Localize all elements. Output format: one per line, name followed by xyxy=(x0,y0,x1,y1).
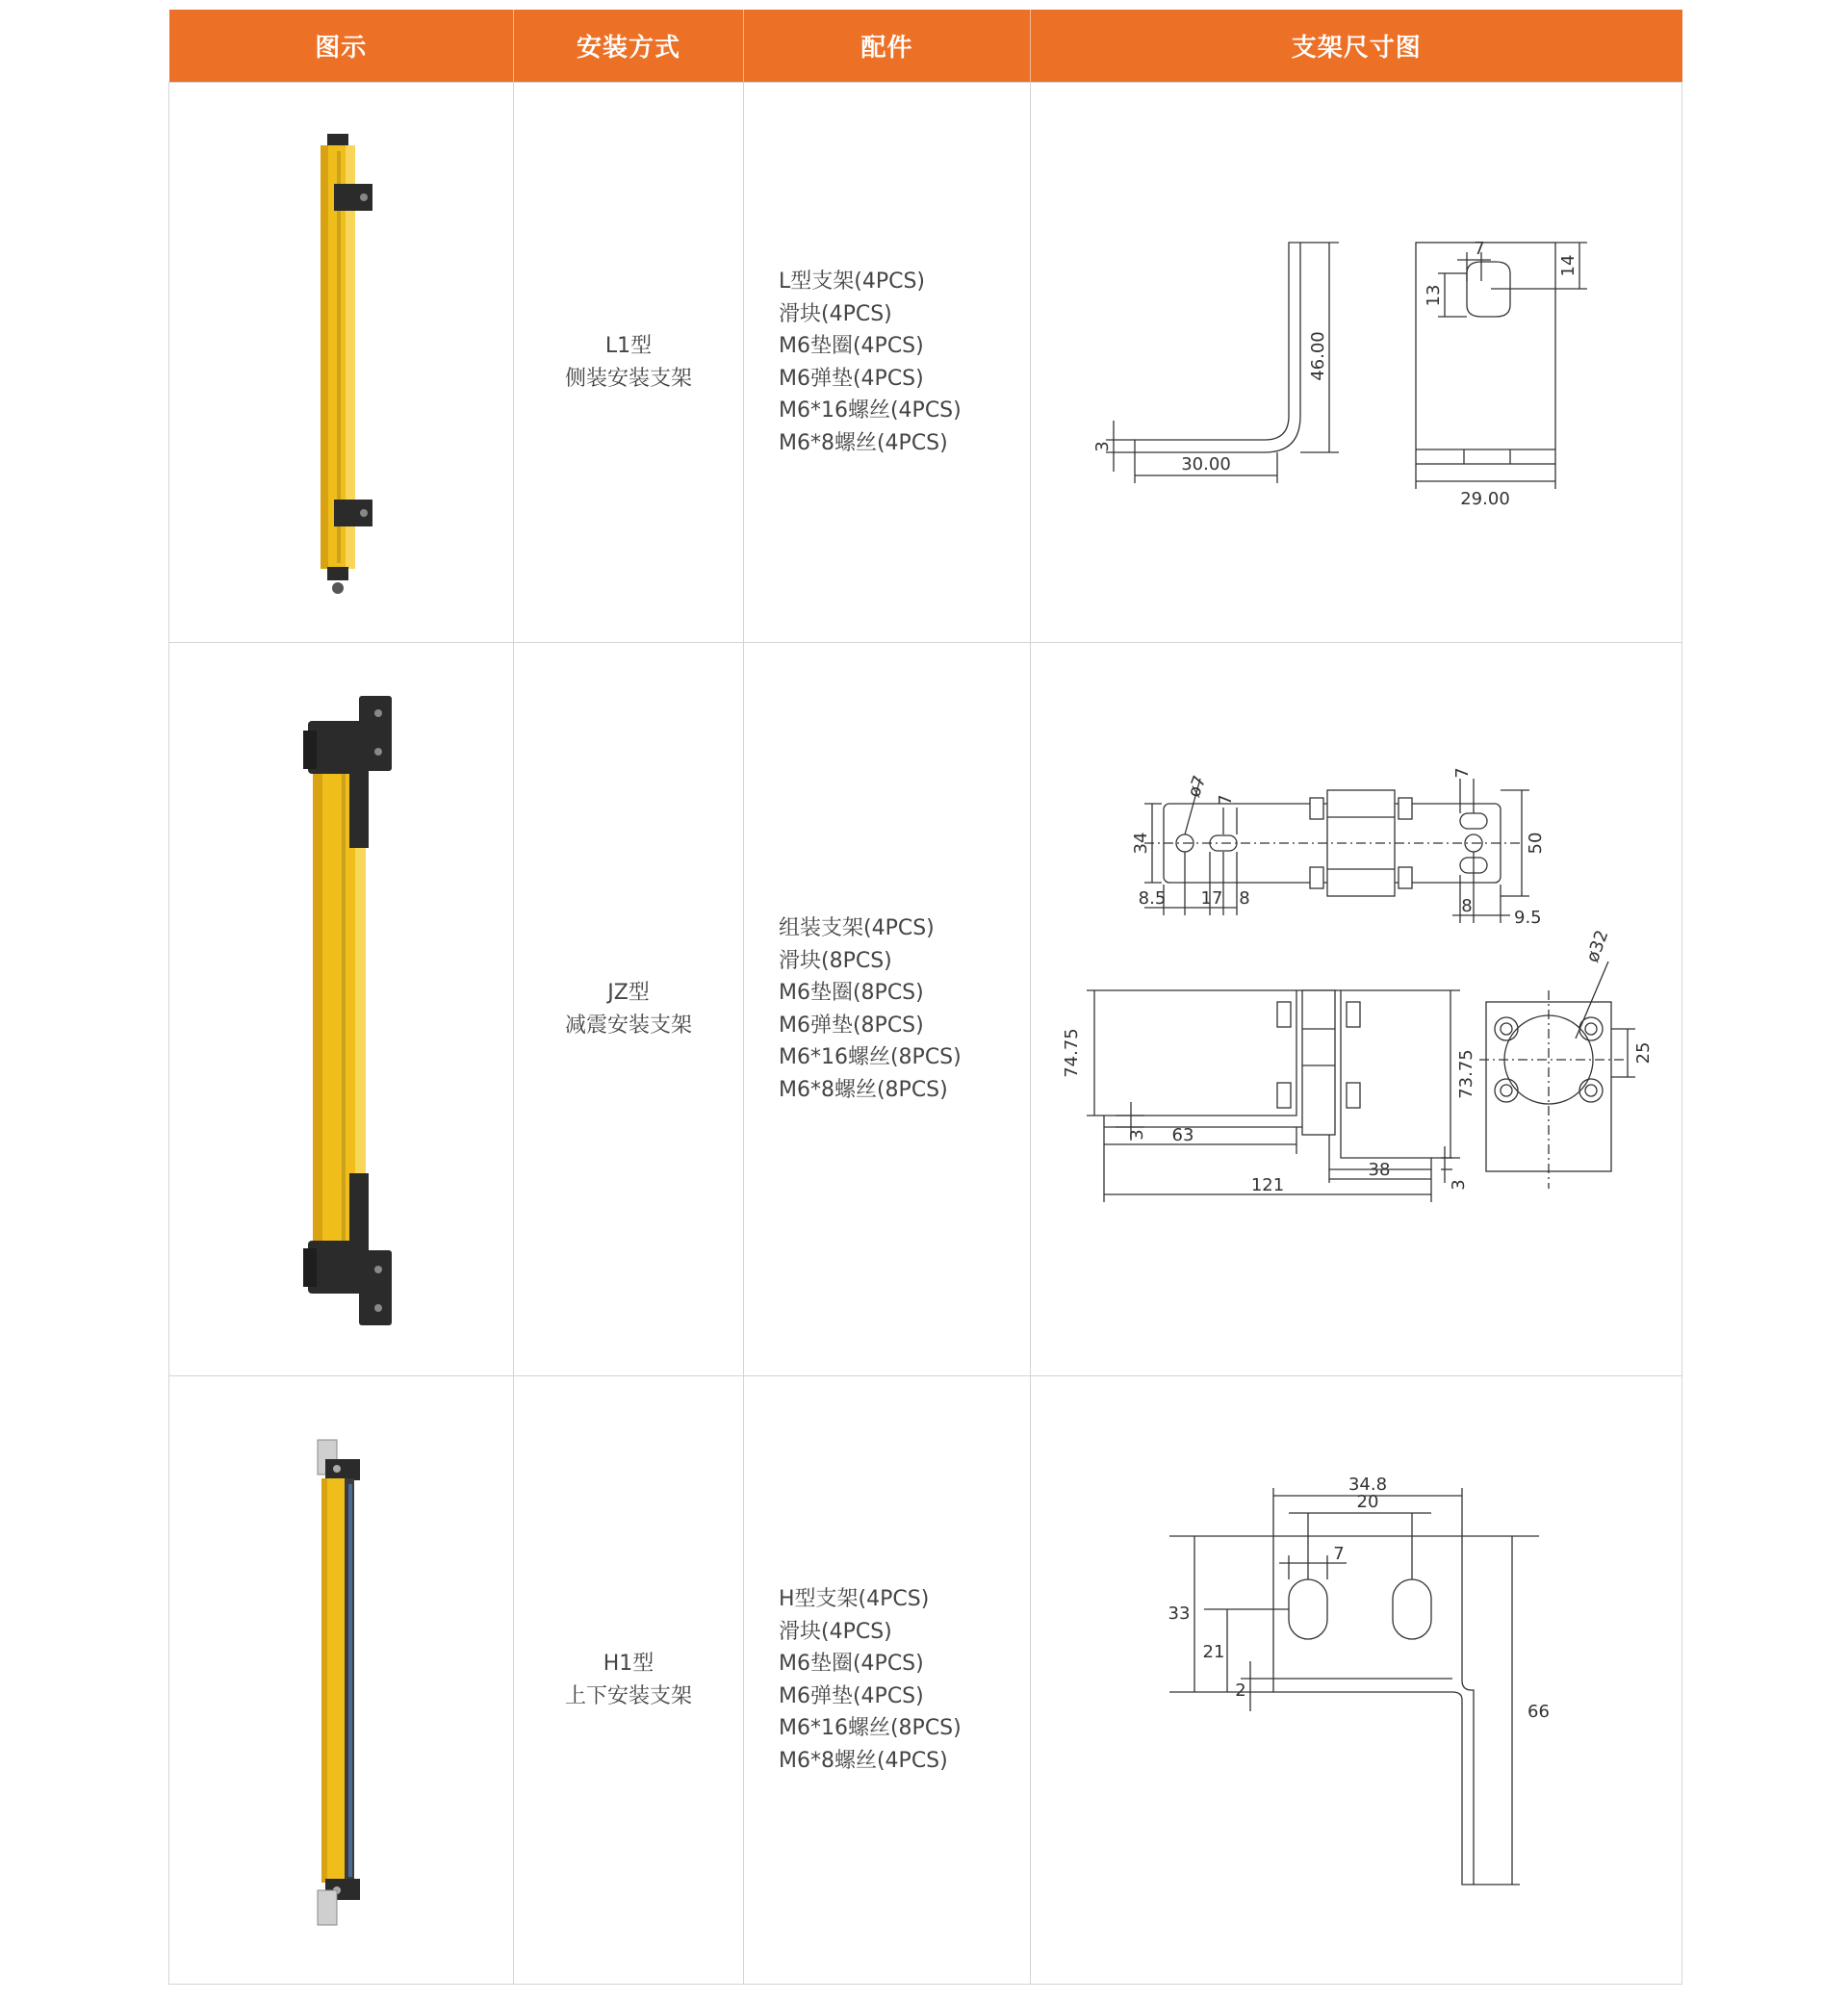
dim-d8b: 8 xyxy=(1461,895,1473,916)
header-parts: 配件 xyxy=(744,10,1031,83)
h1-bracket-drawing xyxy=(1144,1449,1568,1911)
table-row-jz xyxy=(169,643,1682,1376)
parts-item: M6*16螺丝(4PCS) xyxy=(779,398,962,423)
dim-h21: 21 xyxy=(1202,1641,1225,1662)
table-header-row xyxy=(169,10,1682,83)
table-row-l1 xyxy=(169,83,1682,643)
mount-type: JZ型 xyxy=(607,980,650,1005)
dim-d38: 38 xyxy=(1368,1159,1391,1180)
dim-h33: 33 xyxy=(1168,1603,1191,1624)
dim-height: 46.00 xyxy=(1308,330,1328,381)
dim-dia32: ø32 xyxy=(1582,927,1613,965)
parts-item: M6垫圈(4PCS) xyxy=(779,1652,924,1676)
header-image: 图示 xyxy=(169,10,514,83)
dim-w20: 20 xyxy=(1356,1491,1379,1512)
dimension-drawing-cell xyxy=(1031,1376,1682,1985)
parts-item: M6*8螺丝(4PCS) xyxy=(779,1748,948,1773)
mount-type: L1型 xyxy=(604,333,653,358)
parts-list xyxy=(779,266,1030,459)
parts-item: 组装支架(4PCS) xyxy=(779,916,935,940)
dim-h66: 66 xyxy=(1527,1701,1550,1722)
dim-d85: 8.5 xyxy=(1138,887,1167,909)
dimension-drawing-cell xyxy=(1031,643,1682,1376)
mount-type-cell xyxy=(514,1376,744,1985)
parts-cell xyxy=(744,1376,1031,1985)
parts-item: 滑块(4PCS) xyxy=(779,1619,892,1644)
parts-item: 滑块(4PCS) xyxy=(779,301,892,326)
dim-w348: 34.8 xyxy=(1348,1474,1388,1495)
parts-item: H型支架(4PCS) xyxy=(779,1587,930,1611)
mount-type-cell xyxy=(514,83,744,643)
l1-bracket-drawing xyxy=(1087,204,1626,522)
light-curtain-l1-image xyxy=(284,122,399,603)
header-dimension-drawing: 支架尺寸图 xyxy=(1031,10,1682,83)
dim-slot-height: 13 xyxy=(1424,284,1444,306)
dim-d17: 17 xyxy=(1200,887,1223,909)
parts-item: 滑块(8PCS) xyxy=(779,948,892,973)
parts-item: M6垫圈(8PCS) xyxy=(779,981,924,1005)
header-mount-type: 安装方式 xyxy=(514,10,744,83)
dim-h50: 50 xyxy=(1526,832,1546,854)
dim-t3b: 3 xyxy=(1449,1178,1469,1191)
light-curtain-h1-image xyxy=(298,1430,385,1931)
parts-item: M6*16螺丝(8PCS) xyxy=(779,1716,962,1740)
dim-slot-w1: 7 xyxy=(1216,793,1236,806)
image-cell xyxy=(169,1376,514,1985)
dim-h2: 2 xyxy=(1235,1680,1246,1701)
dim-length: 30.00 xyxy=(1181,453,1231,475)
mount-description: 侧装安装支架 xyxy=(564,366,692,391)
dim-t3a: 3 xyxy=(1127,1128,1147,1141)
parts-item: M6弹垫(4PCS) xyxy=(779,1683,924,1708)
light-curtain-jz-image xyxy=(274,692,409,1327)
dim-w7: 7 xyxy=(1333,1543,1345,1564)
dim-width: 29.00 xyxy=(1460,488,1510,509)
dim-slot-w2: 7 xyxy=(1452,766,1473,779)
dim-slot-top: 14 xyxy=(1558,254,1578,276)
dimension-drawing-cell xyxy=(1031,83,1682,643)
dim-d121: 121 xyxy=(1250,1174,1285,1195)
mount-description: 上下安装支架 xyxy=(564,1683,692,1708)
dim-h7375: 73.75 xyxy=(1456,1048,1476,1099)
image-cell xyxy=(169,83,514,643)
parts-item: L型支架(4PCS) xyxy=(779,269,926,294)
dim-d63: 63 xyxy=(1171,1124,1194,1145)
table-row-h1 xyxy=(169,1376,1682,1985)
parts-cell xyxy=(744,643,1031,1376)
jz-bracket-drawing xyxy=(1048,750,1664,1270)
dim-h7475: 74.75 xyxy=(1062,1027,1082,1078)
parts-list xyxy=(779,1583,1030,1777)
parts-list xyxy=(779,912,1030,1106)
parts-item: M6*16螺丝(8PCS) xyxy=(779,1045,962,1069)
mount-type: H1型 xyxy=(603,1651,654,1676)
image-cell xyxy=(169,643,514,1376)
mount-description: 减震安装支架 xyxy=(564,1013,692,1038)
parts-item: M6*8螺丝(4PCS) xyxy=(779,430,948,455)
dim-d8a: 8 xyxy=(1239,887,1250,909)
mount-type-cell xyxy=(514,643,744,1376)
dim-d25: 25 xyxy=(1633,1041,1654,1064)
bracket-spec-table xyxy=(168,10,1682,1985)
parts-cell xyxy=(744,83,1031,643)
dim-d95: 9.5 xyxy=(1514,907,1542,928)
parts-item: M6*8螺丝(8PCS) xyxy=(779,1077,948,1102)
parts-item: M6弹垫(8PCS) xyxy=(779,1013,924,1038)
dim-thickness: 3 xyxy=(1092,440,1113,452)
parts-item: M6弹垫(4PCS) xyxy=(779,366,924,391)
parts-item: M6垫圈(4PCS) xyxy=(779,334,924,358)
dim-h34: 34 xyxy=(1131,832,1151,854)
dim-slot-width: 7 xyxy=(1474,238,1485,259)
dim-hole-dia: ø7 xyxy=(1184,772,1211,800)
